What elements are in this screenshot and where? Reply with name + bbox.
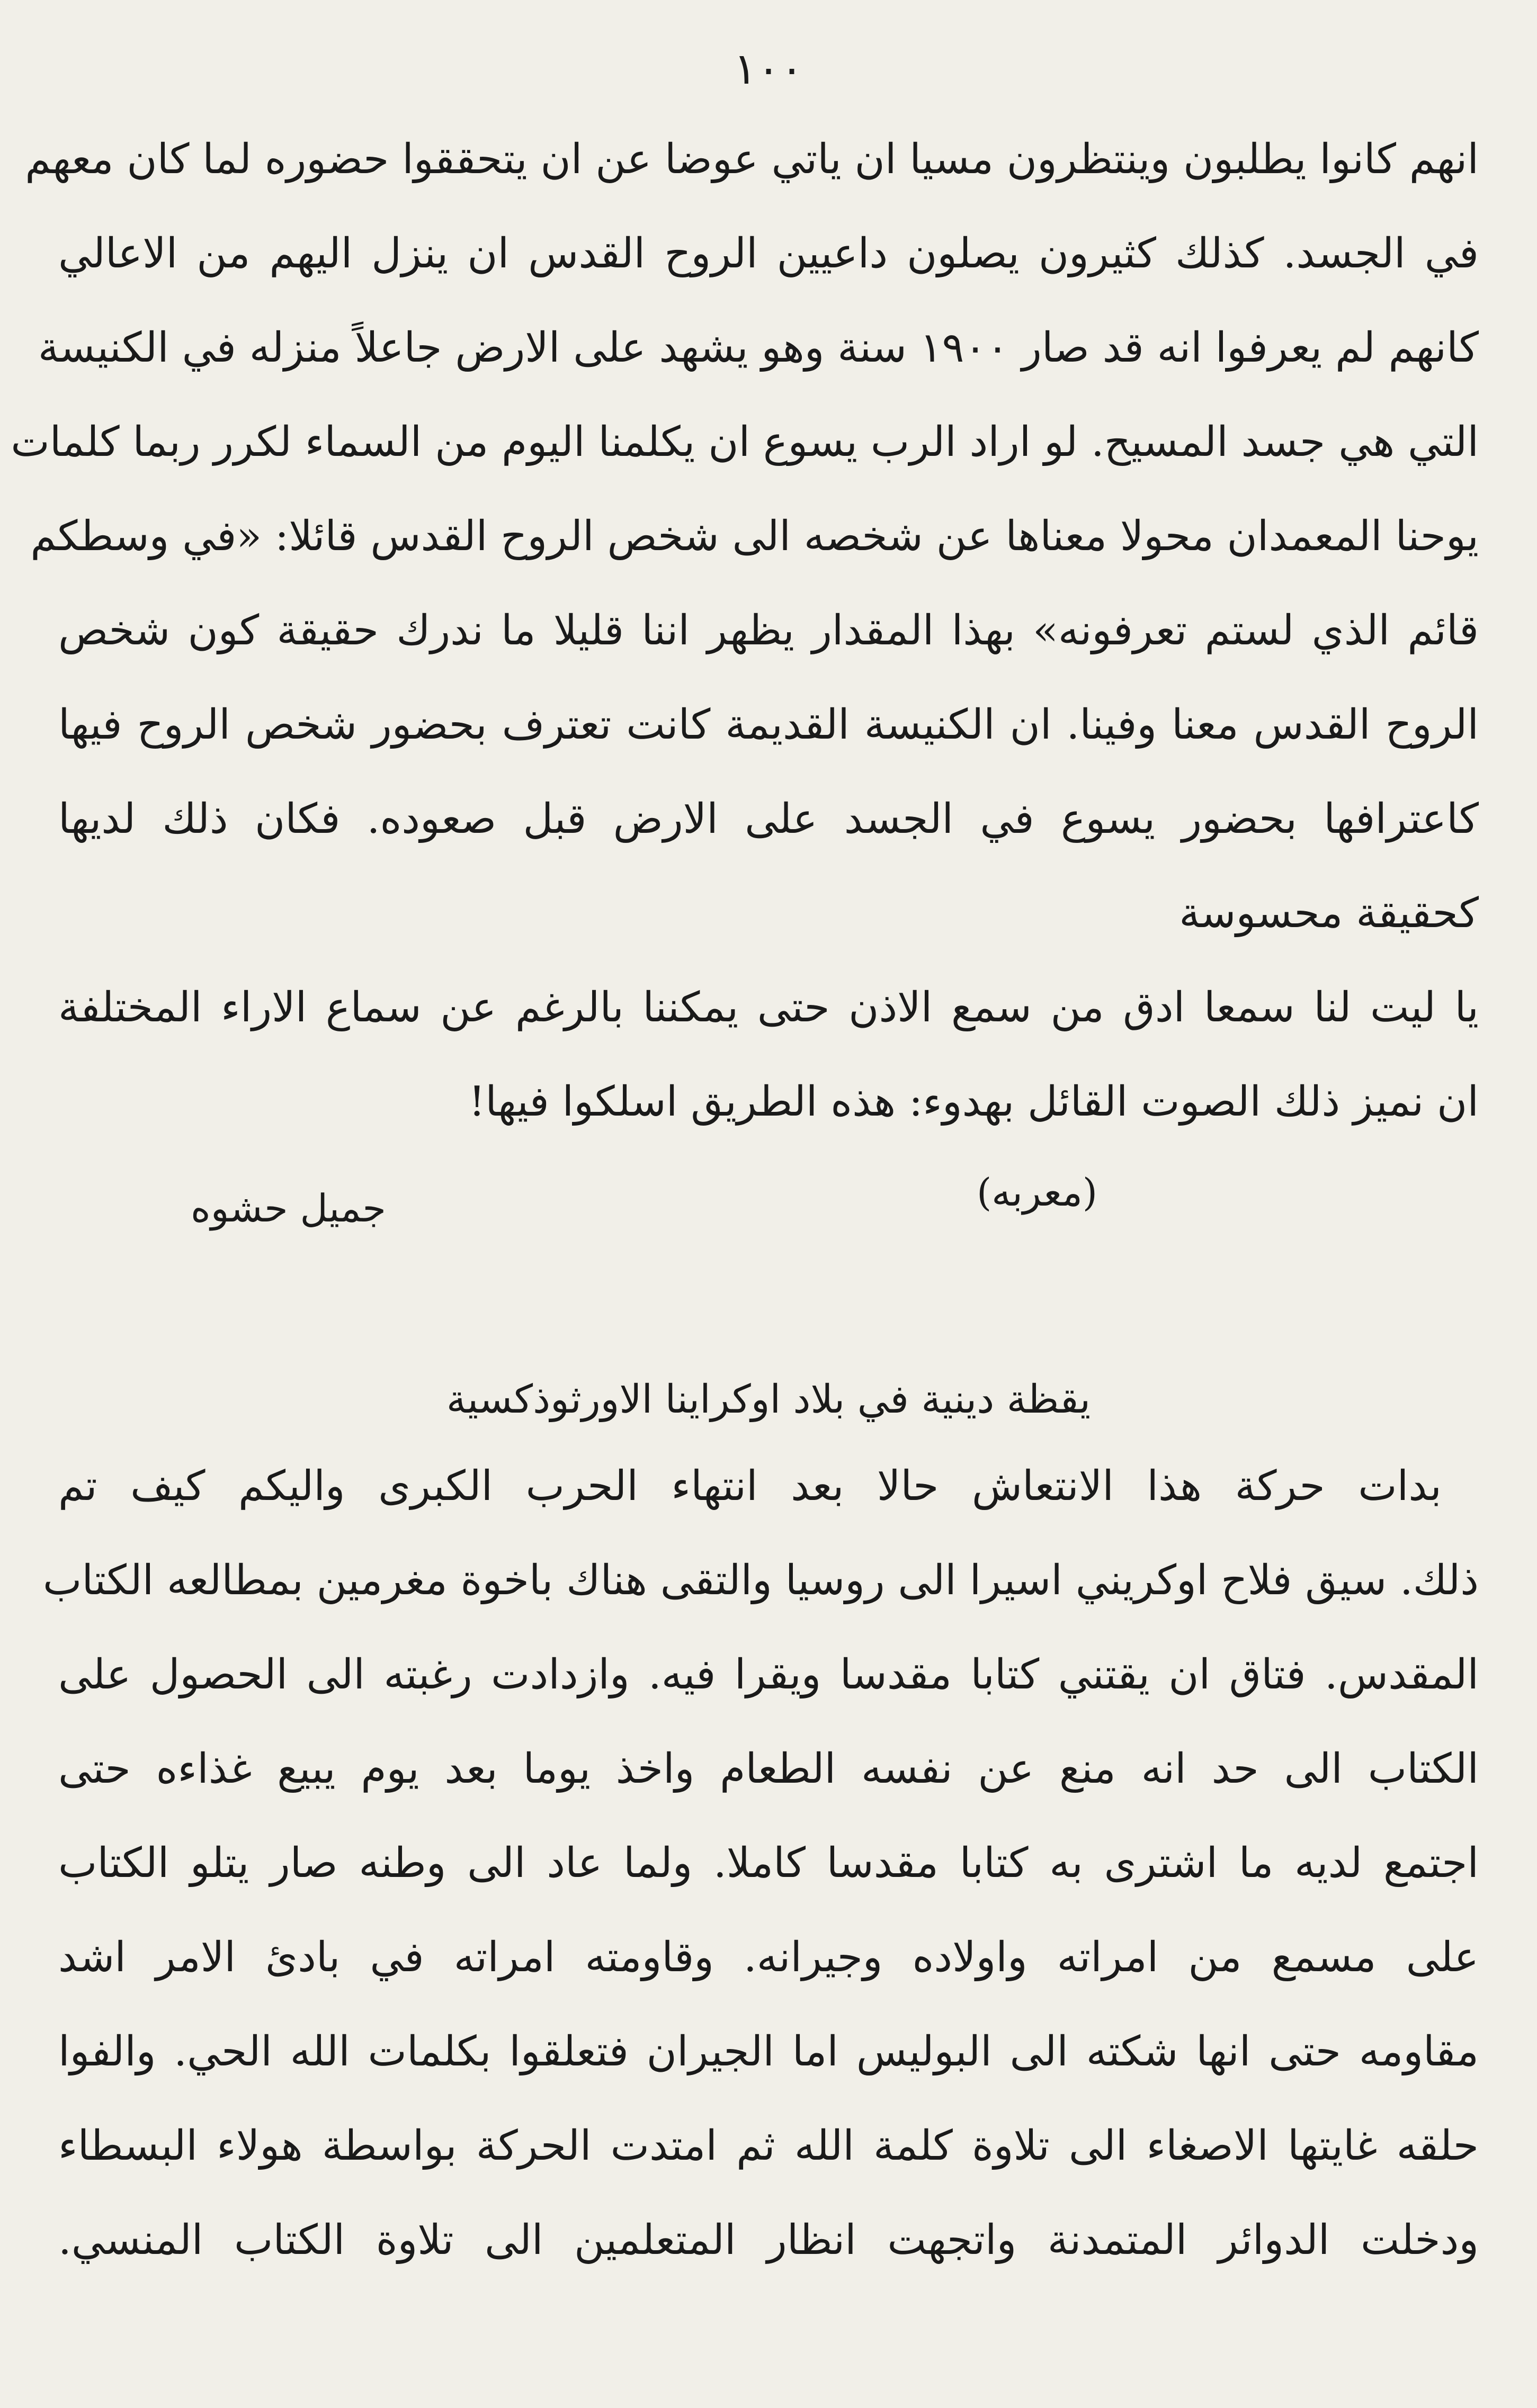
text-line: حلقه غايتها الاصغاء الى تلاوة كلمة الله ثم امتدت الحركة بواسطة هولاء البسطاء bbox=[58, 2122, 1479, 2170]
text-line: على مسمع من امراته واولاده وجيرانه. وقاومته امراته في بادئ الامر اشد bbox=[58, 1934, 1479, 1981]
text-line: يوحنا المعمدان محولا معناها عن شخصه الى شخص الروح القدس قائلا: «في وسطكم bbox=[30, 513, 1479, 560]
text-line: ذلك. سيق فلاح اوكريني اسيرا الى روسيا والتقى هناك باخوة مغرمين بمطالعه الكتاب bbox=[43, 1557, 1479, 1604]
text-line: المقدس. فتاق ان يقتني كتابا مقدسا ويقرا فيه. وازدادت رغبته الى الحصول على bbox=[58, 1651, 1479, 1699]
page-number: ١٠٠ bbox=[733, 44, 804, 94]
text-line: بدات حركة هذا الانتعاش حالا بعد انتهاء الحرب الكبرى واليكم كيف تم bbox=[58, 1462, 1442, 1510]
section-gap bbox=[58, 1243, 1479, 1360]
text-line: الكتاب الى حد انه منع عن نفسه الطعام واخذ يوما بعد يوم يبيع غذاءه حتى bbox=[58, 1745, 1479, 1793]
paragraph-3 bbox=[43, 1439, 1479, 2287]
text-line: كاعترافها بحضور يسوع في الجسد على الارض قبل صعوده. فكان ذلك لديها bbox=[58, 795, 1479, 843]
paragraph-2 bbox=[58, 960, 1479, 1149]
text-line: يا ليت لنا سمعا ادق من سمع الاذن حتى يمكننا بالرغم عن سماع الاراء المختلفة bbox=[58, 984, 1479, 1031]
text-line: قائم الذي لستم تعرفونه» بهذا المقدار يظهر اننا قليلا ما ندرك حقيقة كون شخص bbox=[58, 607, 1479, 654]
text-line: الروح القدس معنا وفينا. ان الكنيسة القديمة كانت تعترف بحضور شخص الروح فيها bbox=[58, 701, 1479, 749]
text-line: انهم كانوا يطلبون وينتظرون مسيا ان ياتي عوضا عن ان يتحققوا حضوره لما كان معهم bbox=[25, 136, 1479, 183]
text-line: ودخلت الدوائر المتمدنة واتجهت انظار المتعلمين الى تلاوة الكتاب المنسي. bbox=[58, 2216, 1479, 2264]
text-line: ان نميز ذلك الصوت القائل بهدوء: هذه الطريق اسلكوا فيها! bbox=[468, 1078, 1479, 1126]
paragraph-1 bbox=[11, 112, 1479, 960]
text-line: التي هي جسد المسيح. لو اراد الرب يسوع ان يكلمنا اليوم من السماء لكرر ربما كلمات bbox=[11, 418, 1479, 466]
signature-row bbox=[58, 1149, 1479, 1243]
section-title: يقظة دينية في بلاد اوكراينا الاورثوذكسية bbox=[446, 1377, 1091, 1422]
text-line: كحقيقة محسوسة bbox=[1179, 889, 1479, 937]
text-line: اجتمع لديه ما اشترى به كتابا مقدسا كاملا. ولما عاد الى وطنه صار يتلو الكتاب bbox=[58, 1839, 1479, 1887]
translation-note: (معربه) bbox=[977, 1170, 1097, 1215]
text-line: كانهم لم يعرفوا انه قد صار ١٩٠٠ سنة وهو يشهد على الارض جاعلاً منزله في الكنيسة bbox=[38, 324, 1479, 372]
author-name: جميل حشوه bbox=[191, 1186, 386, 1230]
text-line: مقاومه حتى انها شكته الى البوليس اما الجيران فتعلقوا بكلمات الله الحي. والفوا bbox=[58, 2028, 1479, 2075]
text-line: في الجسد. كذلك كثيرون يصلون داعيين الروح القدس ان ينزل اليهم من الاعالي bbox=[58, 230, 1479, 277]
